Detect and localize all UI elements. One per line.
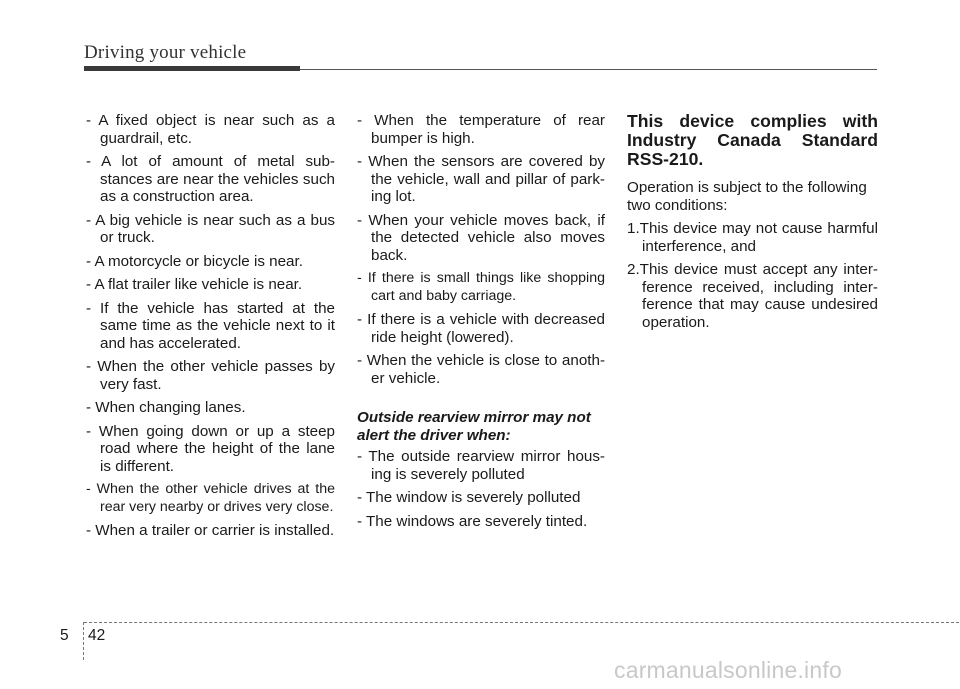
- compliance-heading: This device complies with Industry Canada Standard RSS-210.: [627, 111, 878, 169]
- list-item: - The outside rearview mirror hous-ing is severely polluted: [357, 448, 605, 483]
- page-number: 42: [88, 627, 106, 644]
- list-item: - When changing lanes.: [86, 399, 246, 416]
- list-item: - If the vehicle has started at the same time as the vehicle next to it and has accelerated.: [86, 299, 335, 352]
- list-item: - When the sensors are covered by the vehicle, wall and pillar of park-ing lot.: [357, 153, 605, 205]
- column-3: [627, 112, 878, 337]
- list-item: - If there is a vehicle with decreased ride height (lowered).: [357, 311, 605, 346]
- mirror-subheading: Outside rearview mirror may not alert the driver when:: [357, 409, 591, 444]
- list-item: - When the other vehicle passes by very fast.: [86, 358, 335, 393]
- footer-rule: [84, 622, 959, 623]
- list-item: - A lot of amount of metal sub-stances are near the vehicles such as a construction area.: [86, 153, 335, 205]
- list-item: - The window is severely polluted: [357, 489, 581, 506]
- footer-divider: [83, 622, 84, 660]
- list-item: - When the temperature of rear bumper is high.: [357, 112, 605, 147]
- list-item: - A big vehicle is near such as a bus or truck.: [86, 211, 335, 246]
- list-item: - When the vehicle is close to anoth-er vehicle.: [357, 352, 605, 387]
- list-item: - The windows are severely tinted.: [357, 512, 588, 530]
- chapter-number: 5: [60, 627, 69, 644]
- condition-item: 2.This device must accept any inter-ference received, including inter-ference that may cause undesired operation.: [627, 261, 878, 331]
- list-item: - A flat trailer like vehicle is near.: [86, 276, 303, 293]
- column-2: [357, 112, 605, 536]
- list-item: - When your vehicle moves back, if the detected vehicle also moves back.: [357, 211, 605, 264]
- list-item: - If there is small things like shopping cart and baby carriage.: [357, 270, 605, 304]
- header-rule: [300, 69, 877, 70]
- header-accent-bar: [84, 66, 300, 71]
- list-item: - A fixed object is near such as a guardrail, etc.: [86, 112, 335, 147]
- list-item: - When a trailer or carrier is installed.: [86, 522, 335, 539]
- list-item: - When the other vehicle drives at the rear very nearby or drives very close.: [86, 481, 335, 515]
- condition-item: 1.This device may not cause harmful interference, and: [627, 220, 878, 255]
- watermark: carmanualsonline.info: [614, 657, 842, 683]
- list-item: - When going down or up a steep road where the height of the lane is different.: [86, 422, 335, 475]
- list-item: - A motorcycle or bicycle is near.: [86, 252, 303, 270]
- compliance-intro: Operation is subject to the following two conditions:: [627, 179, 867, 214]
- column-1: [86, 112, 335, 546]
- page-header-title: Driving your vehicle: [84, 42, 247, 63]
